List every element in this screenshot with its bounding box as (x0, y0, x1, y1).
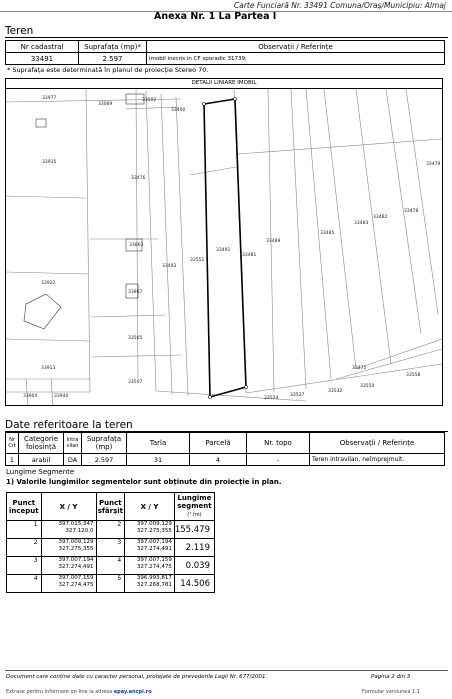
cell-observatii: imobil inscris in CF sporadic 31739; (147, 53, 445, 65)
x-end: 397.009,129 (136, 521, 172, 527)
y-start: 327.274,475 (58, 582, 94, 588)
parcel-label: 33977 (42, 96, 57, 101)
parcel-label: 33069 (98, 102, 113, 107)
parcel-label: 33475 (352, 366, 367, 371)
x-start: 397.007,159 (58, 575, 94, 581)
date-table (5, 432, 445, 466)
parcel-label: 33558 (406, 373, 421, 378)
y-start: 327.275,355 (58, 546, 94, 552)
form-version: Formular versiunea 1.1 (362, 689, 420, 695)
coord-start (41, 521, 96, 539)
lungime-value: 14.506 (174, 575, 214, 593)
parcel-label: 33922 (41, 281, 56, 286)
col-intravilan: Intra vilan (64, 433, 82, 454)
parcel-label: 33476 (131, 176, 146, 181)
punct-sfarsit: 2 (96, 521, 125, 539)
table-row (6, 433, 445, 454)
buildings (24, 94, 144, 329)
parcel-label: 33400 (171, 108, 186, 113)
col-tarla: Tarla (127, 433, 190, 454)
footer-extras (6, 689, 152, 695)
parcel-label: 33550 (360, 384, 375, 389)
coord-end (125, 539, 175, 557)
cell-nr-cadastral: 33491 (6, 53, 79, 65)
punct-inceput: 3 (7, 557, 42, 575)
y-start: 327.120,0 (65, 528, 94, 534)
cell-suprafata: 2.597 (79, 53, 147, 65)
parcel-label: 33502 (142, 98, 157, 103)
cell-suprafata: 2.597 (82, 454, 127, 466)
segmente-title: Lungime Segmente (6, 468, 75, 476)
cadastral-map (6, 79, 442, 405)
table-row (7, 557, 215, 575)
x-start: 397.007,194 (58, 557, 94, 563)
parcel-label: 33551 (190, 258, 205, 263)
col-observatii: Observații / Referințe (147, 41, 445, 53)
y-end: 327.275,355 (136, 528, 172, 534)
footer-personal-data: Document care conține date cu caracter personal, protejate de prevederile Legii Nr. 677/2001. (6, 674, 268, 680)
col-suprafata: Suprafața (mp)* (79, 41, 147, 53)
footer-rule (5, 670, 448, 671)
stereo-note: * Suprafața este determinată în planul de proiecție Stereo 70. (7, 66, 209, 74)
parcel-label: 33491 (216, 248, 231, 253)
punct-inceput: 4 (7, 575, 42, 593)
punct-inceput: 2 (7, 539, 42, 557)
lungime-label: Lungime segment (177, 494, 212, 510)
parcel-label: 33493 (162, 264, 177, 269)
parcel-label: 33505 (128, 336, 143, 341)
col-nr-cadastral: Nr cadastral (6, 41, 79, 53)
y-end: 327.274,491 (136, 546, 172, 552)
col-xy-end: X / Y (125, 493, 175, 521)
col-suprafata: Suprafața (mp) (82, 433, 127, 454)
segmente-table (6, 492, 215, 593)
punct-sfarsit: 4 (96, 557, 125, 575)
punct-sfarsit: 5 (96, 575, 125, 593)
parcel-label: 33482 (373, 215, 388, 220)
table-row (6, 53, 445, 65)
parcel-label: 33507 (128, 380, 143, 385)
coord-start (41, 557, 96, 575)
table-row (7, 575, 215, 593)
extras-link[interactable]: epay.ancpi.ro (113, 689, 152, 695)
parcel-label: 33904 (23, 394, 38, 399)
teren-rule (5, 37, 448, 38)
coord-end (125, 575, 175, 593)
segmente-rows (7, 521, 215, 593)
coord-end (125, 557, 175, 575)
segmente-subtitle: 1) Valorile lungimilor segmentelor sunt obținute din proiecție în plan. (6, 478, 282, 486)
parcel-label: 33532 (328, 389, 343, 394)
anexa-title: Anexa Nr. 1 La Partea I (154, 11, 277, 22)
x-end: 397.007,194 (136, 539, 172, 545)
coord-start (41, 539, 96, 557)
cell-intra: DA (64, 454, 82, 466)
cell-topo: - (247, 454, 310, 466)
parcel-boundaries (6, 89, 442, 405)
parcel-label: 33913 (41, 366, 56, 371)
parcel-label: 33863 (129, 243, 144, 248)
parcel-label: 33940 (54, 394, 69, 399)
table-row (7, 539, 215, 557)
col-punct-inceput: Punct început (7, 493, 42, 521)
cell-nr: 1 (6, 454, 19, 466)
col-punct-sfarsit: Punct sfârșit (96, 493, 125, 521)
x-start: 397.015,347 (58, 521, 94, 527)
col-parcela: Parcelă (190, 433, 247, 454)
map-title: DETALII LINIARE IMOBIL (191, 80, 257, 86)
parcel-label: 33481 (242, 253, 257, 258)
parcel-label: 33478 (404, 209, 419, 214)
lungime-value: 2.119 (174, 539, 214, 557)
coord-end (125, 521, 175, 539)
carte-funciara-header: Carte Funciară Nr. 33491 Comuna/Oraș/Municipiu: Almaj (233, 1, 446, 10)
parcel-label: 33479 (426, 162, 441, 167)
coord-start (41, 575, 96, 593)
parcel-label: 33489 (266, 239, 281, 244)
teren-table (5, 40, 445, 65)
table-row (7, 493, 215, 521)
x-start: 397.009,129 (58, 539, 94, 545)
y-end: 327.268,781 (136, 582, 172, 588)
col-nr-crt: Nr Crt (6, 433, 19, 454)
page-number: Pagina 2 din 3 (371, 674, 411, 680)
parcel-label: 33527 (290, 393, 305, 398)
lungime-value: 155.479 (174, 521, 214, 539)
cell-categorie: arabil (19, 454, 64, 466)
parcel-label: 33483 (354, 221, 369, 226)
col-observatii: Observații / Referințe (310, 433, 445, 454)
lungime-value: 0.039 (174, 557, 214, 575)
map-frame (5, 78, 443, 406)
col-xy-start: X / Y (41, 493, 96, 521)
cell-parcela: 4 (190, 454, 247, 466)
y-end: 327.274,475 (136, 564, 172, 570)
col-topo: Nr. topo (247, 433, 310, 454)
cell-observatii: Teren intravilan, neîmprejmuit. (310, 454, 445, 466)
col-lungime (174, 493, 214, 521)
lungime-unit: (¹ (m) (187, 512, 202, 518)
extras-prefix: Extrase pentru informare on-line la adresa (6, 689, 113, 695)
punct-inceput: 1 (7, 521, 42, 539)
parcel-labels (23, 95, 440, 401)
cell-tarla: 31 (127, 454, 190, 466)
table-row (7, 521, 215, 539)
teren-title: Teren (5, 25, 34, 37)
parcel-label: 33867 (128, 290, 143, 295)
col-categorie: Categorie folosință (19, 433, 64, 454)
parcel-label: 33485 (320, 231, 335, 236)
date-title: Date referitoare la teren (5, 419, 133, 431)
x-end: 397.007,159 (136, 557, 172, 563)
punct-sfarsit: 3 (96, 539, 125, 557)
y-start: 327.274,491 (58, 564, 94, 570)
table-row (6, 41, 445, 53)
parcel-label: 33915 (42, 160, 57, 165)
parcel-label: 33524 (264, 396, 279, 401)
x-end: 396.993,817 (136, 575, 172, 581)
table-row (6, 454, 445, 466)
